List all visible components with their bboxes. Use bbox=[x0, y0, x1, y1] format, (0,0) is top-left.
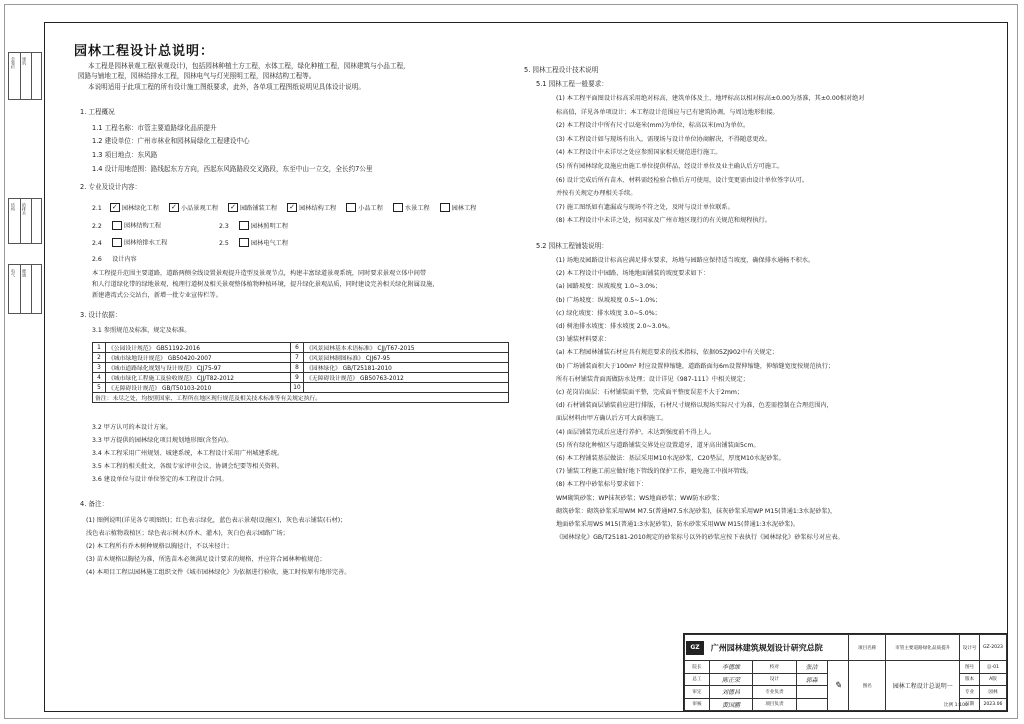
table-cell: 2 bbox=[93, 353, 106, 363]
checkbox-row bbox=[92, 221, 288, 231]
checkbox-empty-icon bbox=[112, 221, 122, 230]
table-cell: 3 bbox=[93, 363, 106, 373]
spec-line: (6) 本工程铺装基层做法：基层采用M10水泥砂浆，C20垫层，厚度M10水泥砂浆。 bbox=[556, 455, 785, 462]
table-note: 备注：未尽之处，均按照国家、工程所在地区现行规范及相关技术标准等有关规定执行。 bbox=[93, 393, 509, 403]
spec-line: WM砌筑砂浆；WP抹灰砂浆；WS地面砂浆；WW防水砂浆； bbox=[556, 494, 724, 502]
checkbox-checked-icon: ✓ bbox=[110, 203, 120, 212]
spec-line: (d) 石材铺装面层铺装前应进行排版，石材尺寸规格以现场实际尺寸为准，色差需控制在合理范围内， bbox=[556, 402, 833, 410]
table-row bbox=[93, 383, 509, 393]
reference-item: 3.4 本工程采用广州规划、城建系统，本工程设计采用广州城建系统。 bbox=[92, 450, 284, 457]
checkbox-item[interactable] bbox=[228, 205, 277, 212]
checkbox-checked-icon: ✓ bbox=[287, 203, 297, 212]
company-cell bbox=[685, 635, 849, 661]
spec-line: 地面砂浆采用WS M15(普通1:3水泥砂浆)，防水砂浆采用WW M15(普通1:3水泥砂浆)。 bbox=[556, 521, 800, 528]
checkbox-empty-icon bbox=[393, 203, 403, 212]
table-cell: 10 bbox=[291, 383, 304, 393]
spec-line: (6) 设计完成后所有苗木、材料需经检验合格后方可使用，设计变更需由设计单位签字认可。 bbox=[556, 176, 809, 184]
table-cell: 5 bbox=[93, 383, 106, 393]
note-item: 浅色表示植物栽植区；绿色表示树木(乔木、灌木)，灰白色表示园路广场； bbox=[86, 530, 289, 537]
spec-line: (5) 所有园林绿化设施应由施工单位提供样品，经设计单位及业主确认后方可施工。 bbox=[556, 163, 784, 170]
role-label: 专业负责 bbox=[753, 686, 797, 699]
table-cell: 《园林绿化》 GB/T25181-2010 bbox=[304, 363, 509, 373]
design-content-line: 和人行道绿化带的绿地景观，梳理行道树及相关景观整体植物种植环境，提升绿化景观品质，同时建设完善相关绿化附属设施， bbox=[92, 281, 439, 288]
item-number: 2.2 bbox=[92, 222, 102, 230]
checkbox-checked-icon: ✓ bbox=[169, 203, 179, 212]
reference-intro: 3.1 参照规范及标准，规定及标准。 bbox=[92, 327, 191, 334]
section-heading: 2. 专业及设计内容： bbox=[80, 183, 142, 191]
table-cell: 9 bbox=[291, 373, 304, 383]
spec-line: (3) 铺装材料要求： bbox=[556, 336, 611, 344]
spec-line: (c) 花岗岩面层：石材铺装面平整，完成面平整度误差不大于2mm； bbox=[556, 389, 744, 396]
note-item: (4) 本项目工程以园林施工组织文件《城市园林绿化》为依据进行验收，施工时按原有地形完善。 bbox=[86, 569, 351, 576]
strip-label: 给排水 bbox=[22, 203, 27, 215]
approval-stamp: ✎ bbox=[827, 661, 849, 711]
field-value: GZ-2023 bbox=[979, 635, 1006, 661]
reference-item: 3.2 甲方认可的本设计方案。 bbox=[92, 424, 172, 431]
project-info: 1.4 设计用地范围：路线起东方方向，西起东风路路段交叉路段，东至中山一立交，全长约7公里 bbox=[92, 165, 373, 173]
spec-line: 砌筑砂浆：砌筑砂浆采用WM M7.5(普通M7.5水泥砂浆)，抹灰砂浆采用WP M15(普通1:3水泥砂浆)， bbox=[556, 507, 837, 515]
checkbox-empty-icon bbox=[346, 203, 356, 212]
table-cell bbox=[304, 383, 509, 393]
table-cell: 《无障碍设计规范》 GB/T50103-2010 bbox=[106, 383, 291, 393]
intro-line: 园路与铺地工程，园林给排水工程，园林电气与灯光照明工程，园林结构工程等。 bbox=[78, 72, 316, 80]
table-cell: 《公园设计规范》 GB51192-2016 bbox=[106, 343, 291, 353]
section-heading: 3. 设计依据： bbox=[80, 311, 122, 319]
reference-item: 3.5 本工程的相关批文、各级专家评审会议、协调会纪要等相关资料。 bbox=[92, 463, 284, 470]
section-heading: 4. 备注： bbox=[80, 500, 109, 508]
field-value: 1:100 bbox=[954, 703, 968, 708]
project-info: 1.1 工程名称：市管主要道路绿化品质提升 bbox=[92, 124, 217, 132]
checkbox-label: 园路铺装工程 bbox=[240, 204, 278, 212]
role-label: 审定 bbox=[685, 686, 710, 699]
checkbox-label: 园林绿化工程 bbox=[121, 204, 159, 212]
spec-line: (8) 本工程设计中未详之处，按国家及广州市地区现行的有关规范和规程执行。 bbox=[556, 217, 771, 225]
spec-line: (1) 场地及园路设计标高应满足排水要求，场地与园路应保持适当坡度，确保排水通畅不积水。 bbox=[556, 257, 815, 264]
strip-label: 暖通 bbox=[22, 269, 27, 277]
table-row bbox=[93, 343, 509, 353]
spec-line: (8) 本工程中砂浆标号要求如下： bbox=[556, 481, 648, 489]
checkbox-label: 小品工程 bbox=[358, 204, 383, 212]
field-label: 比例 bbox=[944, 703, 954, 708]
note-item: (3) 苗木规格以胸径为准，所选苗木必须满足设计要求的规格，并应符合园林种植规范； bbox=[86, 556, 326, 563]
checkbox-label: 水景工程 bbox=[404, 204, 430, 212]
checkbox-label: 园林电气工程 bbox=[250, 239, 289, 247]
item-number: 2.5 bbox=[218, 239, 229, 247]
checkbox-checked-icon: ✓ bbox=[228, 203, 238, 212]
spec-line: (b) 广场坡度：纵坡坡度 0.5~1.0%； bbox=[556, 296, 662, 304]
spec-line: (2) 本工程设计中园路、场地地面铺装的坡度要求如下： bbox=[556, 270, 710, 278]
field-label: 项目名称 bbox=[849, 635, 886, 661]
checkbox-row bbox=[92, 238, 288, 248]
scale-note bbox=[944, 703, 968, 709]
spec-line: 所有石材铺装背面需做防水处理；设计详见《987-111》中相关规定； bbox=[556, 375, 749, 383]
checkbox-item[interactable] bbox=[239, 240, 288, 247]
table-cell: 《无障碍设计规范》 GB50763-2012 bbox=[304, 373, 509, 383]
title-block bbox=[683, 633, 1008, 712]
table-row bbox=[93, 393, 509, 403]
design-content-heading bbox=[92, 256, 137, 264]
checkbox-item[interactable] bbox=[112, 238, 217, 248]
table-row bbox=[93, 373, 509, 383]
checkbox-item[interactable] bbox=[440, 205, 477, 212]
subsection-heading: 5.1 园林工程一般要求： bbox=[536, 80, 608, 88]
spec-line: (a) 本工程园林铺装石材应具有规范要求的技术指标，依据05ZJ902中有关规定； bbox=[556, 349, 778, 357]
checkbox-label: 小品景观工程 bbox=[180, 204, 219, 212]
table-row bbox=[93, 363, 509, 373]
item-number: 2.6 bbox=[92, 256, 102, 263]
reference-item: 3.3 甲方提供的园林绿化项目规划地形图(含竖向)。 bbox=[92, 437, 233, 444]
left-sign-strip-1 bbox=[8, 52, 42, 100]
page-title: 园林工程设计总说明： bbox=[74, 44, 215, 59]
spec-line: (d) 树池排水坡度：排水坡度 2.0~3.0%。 bbox=[556, 323, 674, 330]
signature: 李德维 bbox=[709, 661, 752, 674]
spec-line: (4) 面层铺装完成后应进行养护，未达到强度前不得上人。 bbox=[556, 428, 716, 436]
checkbox-item[interactable] bbox=[112, 221, 217, 231]
role-label: 审核 bbox=[685, 698, 710, 711]
design-content-line: 本工程提升范围主要道路，道路两侧全线设置景观提升造型及景观节点，构建丰富绿道景观系统，同时要求景观立体中间带 bbox=[92, 270, 427, 277]
role-label: 校对 bbox=[753, 661, 797, 674]
checkbox-item[interactable] bbox=[169, 205, 218, 212]
left-sign-strip-3 bbox=[8, 264, 42, 314]
spec-line: (2) 本工程设计中所有尺寸以毫米(mm)为单位，标高以米(m)为单位。 bbox=[556, 122, 750, 130]
spec-line: (7) 铺装工程施工前应做好地下管线的保护工作，避免施工中损坏管线。 bbox=[556, 468, 753, 476]
standards-table bbox=[92, 342, 509, 403]
table-cell: 《城市道路绿化规划与设计规范》 CJJ75-97 bbox=[106, 363, 291, 373]
checkbox-empty-icon bbox=[440, 203, 450, 212]
field-value: 园林 bbox=[979, 686, 1006, 699]
spec-line: 并按有关规定办理相关手续。 bbox=[556, 190, 637, 198]
project-info: 1.3 项目地点：东风路 bbox=[92, 151, 158, 159]
project-info: 1.2 建设单位：广州市林业和园林局绿化工程建设中心 bbox=[92, 137, 250, 145]
field-value: A版 bbox=[979, 673, 1006, 686]
table-cell: 6 bbox=[291, 343, 304, 353]
table-cell: 1 bbox=[93, 343, 106, 353]
checkbox-item[interactable] bbox=[393, 205, 430, 212]
section-heading: 5. 园林工程设计技术说明 bbox=[524, 66, 599, 74]
table-cell: 4 bbox=[93, 373, 106, 383]
role-label: 设计 bbox=[753, 673, 797, 686]
note-item: (1) 图例说明(详见各专项图纸)；红色表示绿化，蓝色表示景观(设施区)，灰色表示铺装(石材)； bbox=[86, 517, 347, 524]
table-cell: 《城市绿化工程施工及验收规范》 CJJ/T82-2012 bbox=[106, 373, 291, 383]
intro-line: 本工程是园林景观工程(景观设计)，包括园林种植土方工程，水体工程，绿化种植工程，园林建筑与小品工程， bbox=[88, 62, 410, 70]
spec-line: (b) 广场铺装面积大于100m² 时应设置伸缩缝，道路路面每6m设置伸缩缝，伸缩缝宽度按规范执行； bbox=[556, 362, 835, 370]
table-cell: 《风景园林基本术语标准》 CJJ/T67-2015 bbox=[304, 343, 509, 353]
checkbox-label: 园林照明工程 bbox=[250, 222, 289, 230]
strip-label: 结构 bbox=[11, 203, 16, 211]
company-name: 广州园林建筑规划设计研究总院 bbox=[710, 643, 823, 652]
signature: 刘德昌 bbox=[709, 686, 752, 699]
spec-line: (3) 本工程设计如与现场有出入，需现场与设计单位协商解决，不得随意更改。 bbox=[556, 135, 771, 143]
spec-line: 标高值，详见各单项设计；本工程设计范围应与已有建筑协调，与周边地形衔接。 bbox=[556, 108, 779, 116]
checkbox-empty-icon bbox=[239, 221, 249, 230]
signature: 张洁 bbox=[796, 661, 827, 674]
role-label: 总工 bbox=[685, 673, 710, 686]
strip-label: 会签栏 bbox=[11, 57, 16, 69]
spec-line: (5) 所有绿化种植区与道路铺装交界处应设置道牙，道牙高出铺装面5cm。 bbox=[556, 441, 760, 449]
field-label: 专业 bbox=[960, 686, 980, 699]
reference-item: 3.6 建设单位与设计单位签定的本工程设计合同。 bbox=[92, 476, 228, 483]
left-sign-strip-2 bbox=[8, 198, 42, 244]
spec-line: 面层材料由甲方确认后方可大面积施工。 bbox=[556, 415, 668, 423]
spec-line: 《园林绿化》GB/T25181-2010规定的砂浆标号以外的砂浆应按下表执行《园林绿化》砂浆标号对应表。 bbox=[556, 534, 844, 542]
checkbox-row: 2.1 ✓ 园林绿化工程 ✓ 小品景观工程 ✓ 园路铺装工程 ✓ 园林结构工程 小品工程 水景工程 园林工程 bbox=[92, 203, 477, 212]
project-name: 市管主要道路绿化品质提升 bbox=[886, 635, 960, 661]
strip-label: 电气 bbox=[11, 269, 16, 277]
checkbox-item[interactable] bbox=[110, 205, 159, 212]
checkbox-item[interactable] bbox=[346, 205, 383, 212]
signature: 郭森 bbox=[796, 673, 827, 686]
table-cell: 8 bbox=[291, 363, 304, 373]
checkbox-label: 园林工程 bbox=[451, 204, 477, 212]
field-label: 图号 bbox=[960, 661, 980, 674]
checkbox-empty-icon bbox=[112, 238, 122, 247]
field-value: 2023.06 bbox=[979, 698, 1006, 711]
field-value: 总-01 bbox=[979, 661, 1006, 674]
spec-line: (7) 施工图纸如有遗漏或与现场不符之处，及时与设计单位联系。 bbox=[556, 203, 734, 211]
signature: 黄国鹏 bbox=[709, 698, 752, 711]
field-label: 设计号 bbox=[960, 635, 980, 661]
section-heading: 1. 工程概况 bbox=[80, 108, 115, 116]
table-cell: 《风景园林制图标准》 CJJ67-95 bbox=[304, 353, 509, 363]
spec-line: (4) 本工程设计中未详尽之处应参照国家相关规范进行施工。 bbox=[556, 149, 722, 157]
drawing-name: 园林工程设计总说明一 bbox=[886, 661, 960, 711]
strip-label: 建筑 bbox=[22, 57, 27, 65]
table-row bbox=[93, 353, 509, 363]
spec-line: (c) 绿化坡度：排水坡度 3.0~5.0%； bbox=[556, 309, 661, 317]
checkbox-item[interactable] bbox=[239, 223, 288, 230]
table-cell: 《城市绿地设计规范》 GB50420-2007 bbox=[106, 353, 291, 363]
field-label: 日期 bbox=[960, 698, 980, 711]
checkbox-label: 园林结构工程 bbox=[123, 222, 162, 230]
design-content-line: 新建港湾式公交站台，新增一批专业宣传栏等。 bbox=[92, 292, 222, 299]
table-cell: 7 bbox=[291, 353, 304, 363]
checkbox-item[interactable] bbox=[287, 205, 336, 212]
company-logo-icon: GZ bbox=[686, 641, 704, 655]
checkbox-label: 园林结构工程 bbox=[299, 204, 337, 212]
item-number: 2.4 bbox=[92, 239, 102, 247]
checkbox-label: 园林给排水工程 bbox=[123, 239, 168, 247]
subsection-heading: 5.2 园林工程铺装说明： bbox=[536, 242, 608, 250]
note-item: (2) 本工程所有乔木树种规格以胸径计，不以米径计； bbox=[86, 543, 233, 550]
field-label: 图名 bbox=[849, 661, 886, 711]
role-label: 院长 bbox=[685, 661, 710, 674]
signature: 陈正荣 bbox=[709, 673, 752, 686]
field-label: 版本 bbox=[960, 673, 980, 686]
spec-line: (1) 本工程平面图设计标高采用绝对标高，建筑单体及土、地坪标高以相对标高±0.00为基准，其±0.00相对绝对 bbox=[556, 95, 865, 102]
item-number: 2.3 bbox=[218, 222, 229, 230]
checkbox-empty-icon bbox=[239, 238, 249, 247]
item-label: 设计内容 bbox=[111, 256, 137, 263]
spec-line: (a) 园路坡度：纵坡坡度 1.0~3.0%； bbox=[556, 283, 662, 291]
intro-line: 本说明适用于此项工程的所有设计施工图纸要求，此外，各单项工程图纸说明见具体设计说明。 bbox=[88, 83, 365, 91]
role-label: 项目负责 bbox=[753, 698, 797, 711]
